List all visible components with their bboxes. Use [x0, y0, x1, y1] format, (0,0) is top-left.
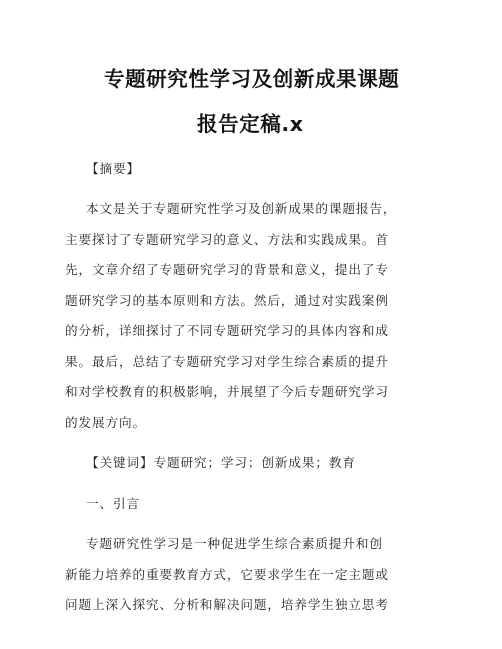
abstract-line: 本文是关于专题研究性学习及创新成果的课题报告，	[86, 201, 397, 216]
body-line: 新能力培养的重要教育方式，它要求学生在一定主题或	[65, 567, 389, 582]
keywords-line: 【关键词】专题研究；学习；创新成果；教育	[86, 455, 356, 470]
abstract-heading: 【摘要】	[86, 161, 140, 176]
body-line: 专题研究性学习是一种促进学生综合素质提升和创	[86, 536, 383, 551]
abstract-line: 题研究学习的基本原则和方法。然后，通过对实践案例	[65, 293, 389, 308]
abstract-line: 的分析，详细探讨了不同专题研究学习的具体内容和成	[65, 323, 389, 338]
document-title-line-1: 专题研究性学习及创新成果课题	[104, 67, 400, 91]
abstract-line: 果。最后，总结了专题研究学习对学生综合素质的提升	[65, 354, 389, 369]
body-line: 问题上深入探究、分析和解决问题，培养学生独立思考	[65, 597, 389, 612]
abstract-line: 和对学校教育的积极影响，并展望了今后专题研究学习	[65, 384, 389, 399]
document-title-line-2: 报告定稿.x	[197, 112, 304, 136]
abstract-line: 的发展方向。	[65, 415, 146, 430]
abstract-line: 主要探讨了专题研究学习的意义、方法和实践成果。首	[65, 232, 389, 247]
abstract-line: 先，文章介绍了专题研究学习的背景和意义，提出了专	[65, 262, 389, 277]
section-heading: 一、引言	[86, 496, 140, 511]
